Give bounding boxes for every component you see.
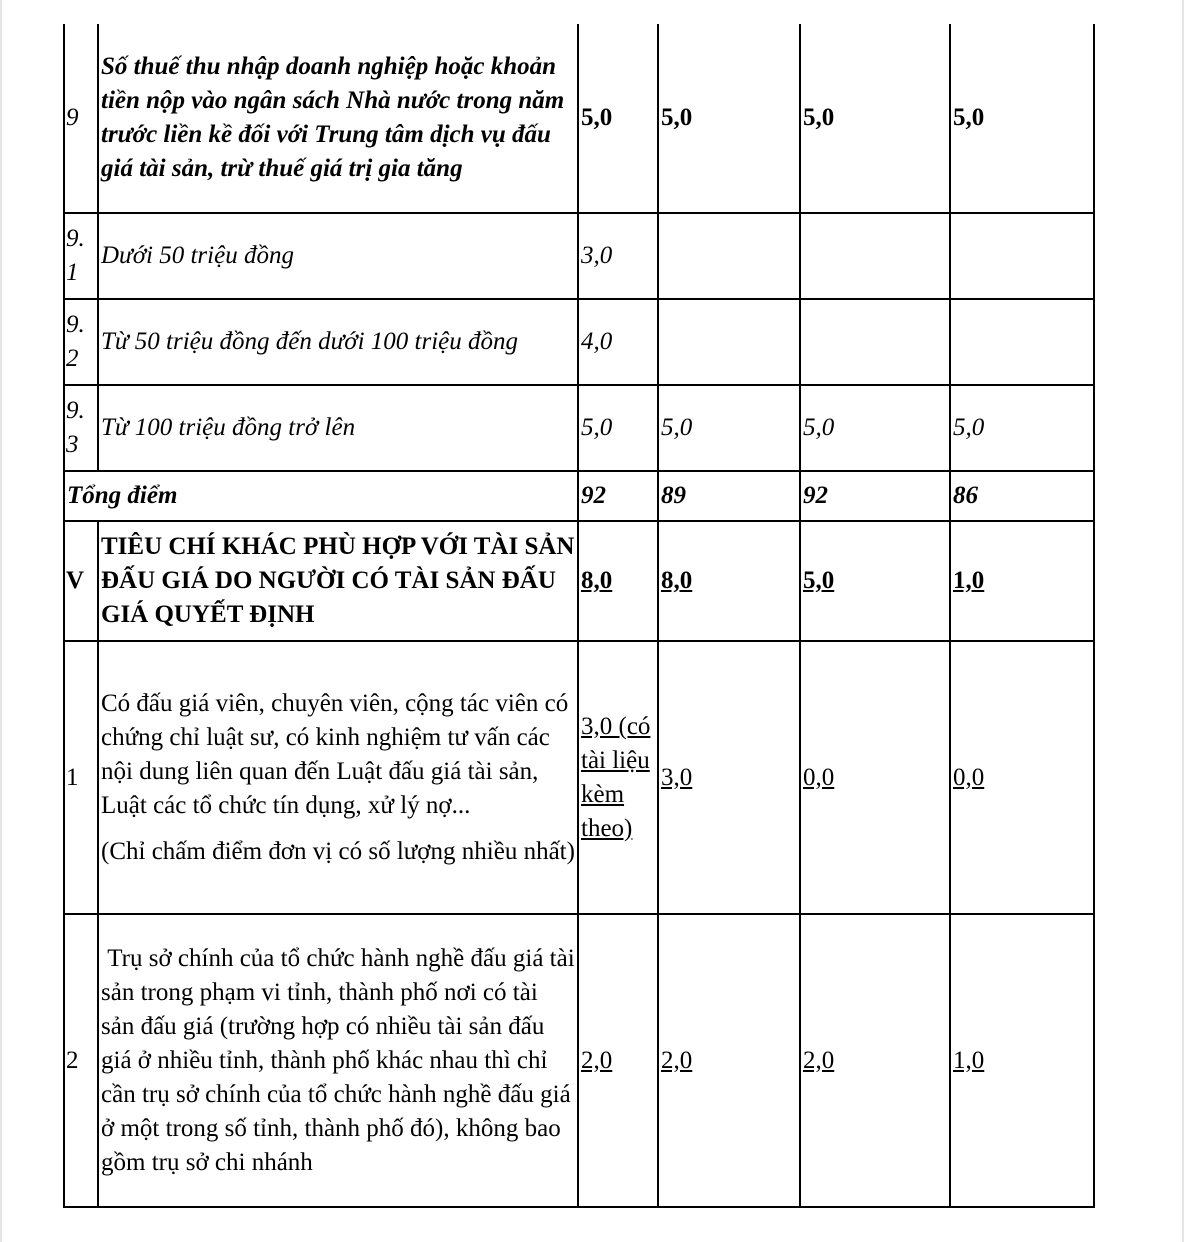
total-score: 89 — [658, 471, 800, 521]
score-cell: 5,0 — [800, 24, 950, 213]
score-cell: 4,0 — [578, 299, 658, 385]
score-cell — [658, 299, 800, 385]
stt-cell: V — [64, 521, 98, 641]
table-row-9-2 — [64, 299, 1094, 385]
criterion-cell — [98, 641, 578, 914]
score-cell: 1,0 — [950, 521, 1094, 641]
criterion-text: Có đấu giá viên, chuyên viên, cộng tác viên có chứng chỉ luật sư, có kinh nghiệm tư vấn các nội dung liên quan đến Luật đấu giá tài sản, Luật các tổ chức tín dụng, xử lý nợ... — [101, 689, 569, 819]
table-row-9-1 — [64, 213, 1094, 299]
score-cell: 3,0 — [578, 213, 658, 299]
score-cell — [800, 299, 950, 385]
stt-cell: 1 — [64, 641, 98, 914]
score-cell — [950, 299, 1094, 385]
score-cell: 0,0 — [950, 641, 1094, 914]
table-row-9 — [64, 24, 1094, 213]
score-cell: 5,0 — [658, 24, 800, 213]
criterion-cell: TIÊU CHÍ KHÁC PHÙ HỢP VỚI TÀI SẢN ĐẤU GIÁ DO NGƯỜI CÓ TÀI SẢN ĐẤU GIÁ QUYẾT ĐỊNH — [98, 521, 578, 641]
score-cell: 5,0 — [800, 385, 950, 471]
table-row-total — [64, 471, 1094, 521]
score-cell: 5,0 — [658, 385, 800, 471]
score-cell: 1,0 — [950, 914, 1094, 1207]
score-cell: 5,0 — [578, 24, 658, 213]
score-cell: 3,0 (có tài liệu kèm theo) — [578, 641, 658, 914]
score-cell: 5,0 — [950, 385, 1094, 471]
total-score: 92 — [578, 471, 658, 521]
total-score: 86 — [950, 471, 1094, 521]
criterion-cell: Dưới 50 triệu đồng — [98, 213, 578, 299]
page-edge-left — [0, 0, 2, 1242]
criterion-note: (Chỉ chấm điểm đơn vị có số lượng nhiều nhất) — [101, 837, 575, 865]
score-cell: 8,0 — [578, 521, 658, 641]
table-row-item-2 — [64, 914, 1094, 1207]
score-cell: 2,0 — [578, 914, 658, 1207]
total-score: 92 — [800, 471, 950, 521]
table-row-item-1 — [64, 641, 1094, 914]
score-cell: 8,0 — [658, 521, 800, 641]
score-cell — [800, 213, 950, 299]
criterion-cell: Từ 100 triệu đồng trở lên — [98, 385, 578, 471]
total-label: Tổng điểm — [64, 471, 578, 521]
stt-cell: 9.1 — [64, 213, 98, 299]
stt-cell: 2 — [64, 914, 98, 1207]
criterion-cell: Trụ sở chính của tổ chức hành nghề đấu giá tài sản trong phạm vi tỉnh, thành phố nơi có tài sản đấu giá (trường hợp có nhiều tài sản đấu giá ở nhiều tỉnh, thành phố khác nhau thì chỉ cần trụ sở chính của tổ chức hành nghề đấu giá ở một trong số tỉnh, thành phố đó), không bao gồm trụ sở chi nhánh — [98, 914, 578, 1207]
score-cell: 3,0 — [658, 641, 800, 914]
score-cell: 2,0 — [658, 914, 800, 1207]
score-cell — [950, 213, 1094, 299]
score-cell — [658, 213, 800, 299]
scoring-table — [63, 24, 1095, 1208]
stt-cell: 9.3 — [64, 385, 98, 471]
stt-cell: 9.2 — [64, 299, 98, 385]
score-cell: 5,0 — [950, 24, 1094, 213]
table-row-9-3 — [64, 385, 1094, 471]
score-cell: 2,0 — [800, 914, 950, 1207]
table-row-section-v — [64, 521, 1094, 641]
criterion-cell: Số thuế thu nhập doanh nghiệp hoặc khoản tiền nộp vào ngân sách Nhà nước trong năm trước liền kề đối với Trung tâm dịch vụ đấu giá tài sản, trừ thuế giá trị gia tăng — [98, 24, 578, 213]
criterion-cell: Từ 50 triệu đồng đến dưới 100 triệu đồng — [98, 299, 578, 385]
stt-cell: 9 — [64, 24, 98, 213]
score-cell: 0,0 — [800, 641, 950, 914]
score-cell: 5,0 — [800, 521, 950, 641]
score-cell: 5,0 — [578, 385, 658, 471]
